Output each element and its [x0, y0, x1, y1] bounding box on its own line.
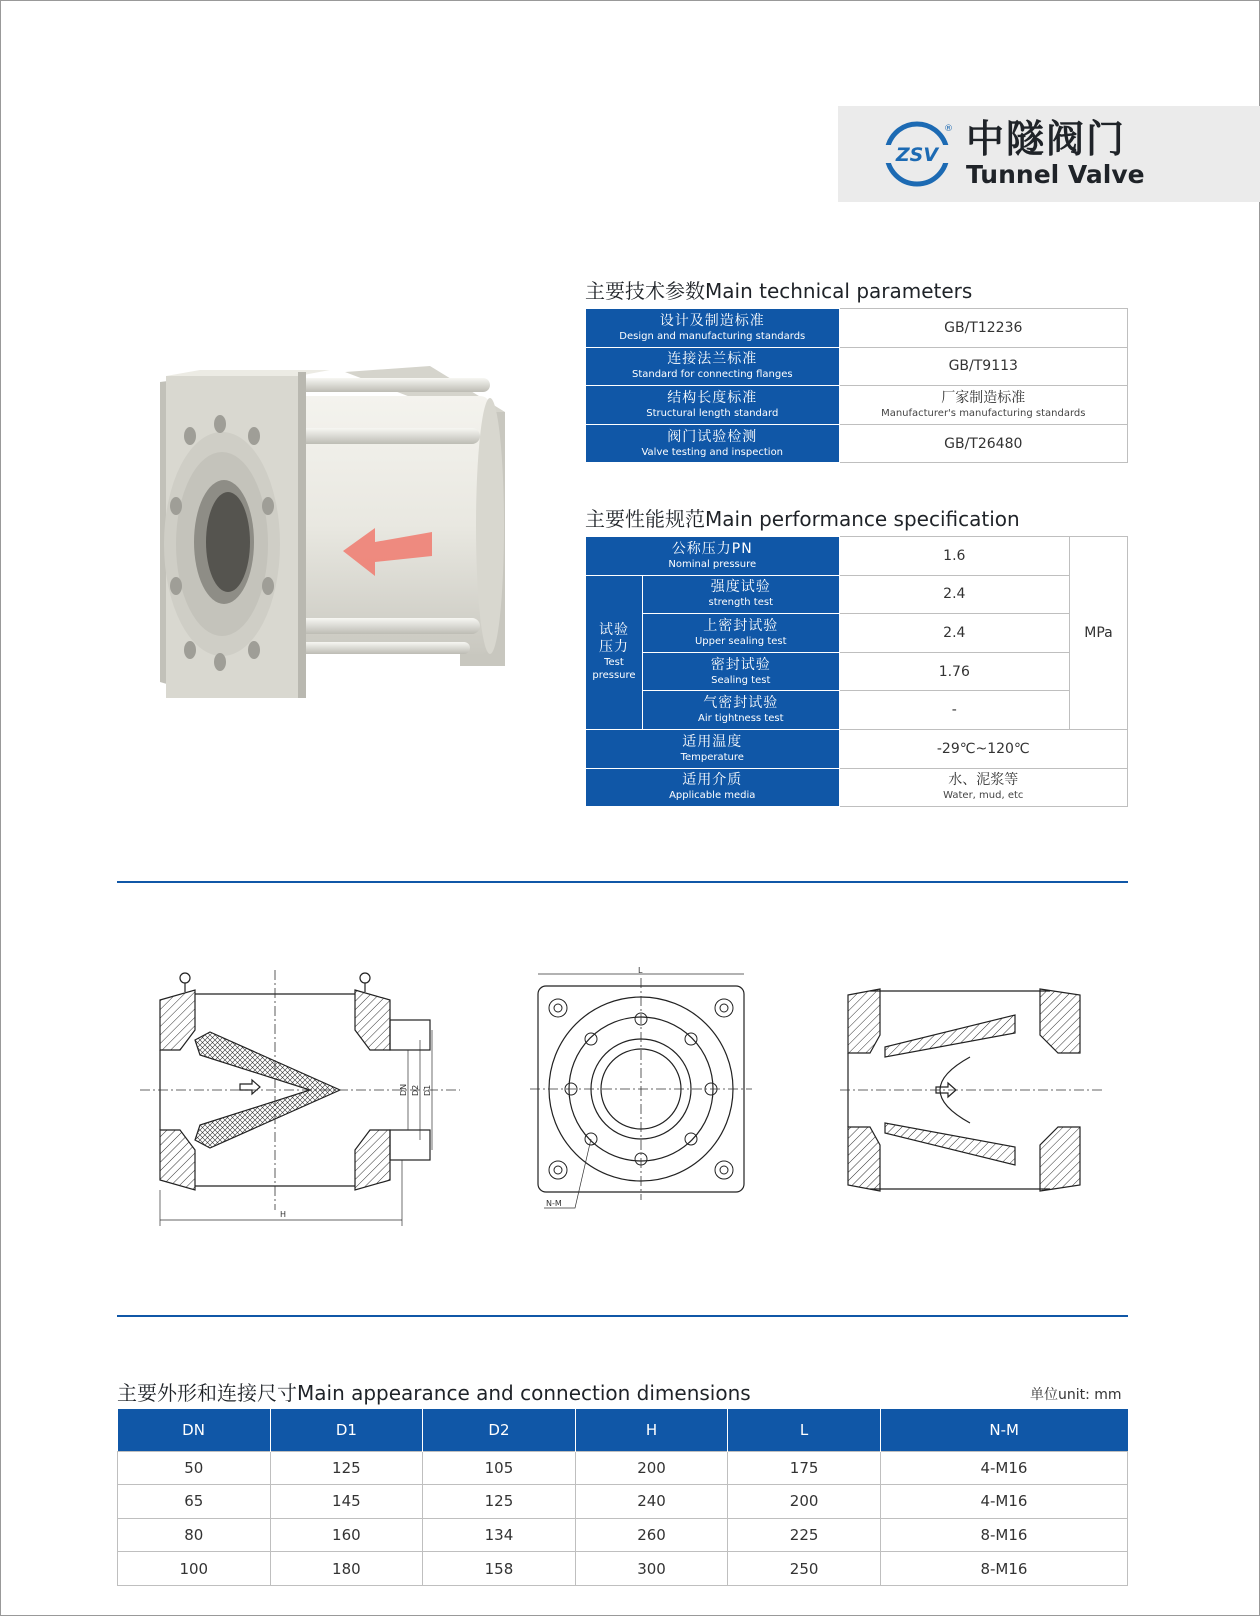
- svg-text:DN: DN: [399, 1083, 408, 1096]
- tech-title: 主要技术参数Main technical parameters: [585, 279, 973, 303]
- table-row: 100 180 158 300 250 8-M16: [118, 1552, 1128, 1586]
- valve-front-drawing: [530, 968, 770, 1220]
- tech-table: [585, 308, 1128, 463]
- svg-text:D2: D2: [411, 1084, 420, 1096]
- svg-text:L: L: [638, 966, 643, 975]
- table-row: 结构长度标准 Structural length standard 厂家制造标准 Manufacturer's manufacturing standards: [586, 386, 1128, 425]
- valve-product-image: [160, 366, 520, 732]
- dims-table: [117, 1409, 1128, 1586]
- table-row: 上密封试验 Upper sealing test 2.4: [586, 614, 1128, 653]
- table-row: 80 160 134 260 225 8-M16: [118, 1518, 1128, 1552]
- dims-unit: 单位unit: mm: [1030, 1387, 1122, 1403]
- table-header-row: DN D1 D2 H L N-M: [118, 1409, 1128, 1451]
- table-row: 试验 压力 Test pressure 强度试验 strength test 2.4: [586, 575, 1128, 614]
- svg-text:H: H: [280, 1210, 287, 1219]
- table-row: 公称压力PN Nominal pressure 1.6 MPa: [586, 537, 1128, 576]
- table-row: 50 125 105 200 175 4-M16: [118, 1451, 1128, 1485]
- table-row: 适用温度 Temperature -29℃~120℃: [586, 729, 1128, 768]
- section-divider: [117, 1315, 1128, 1317]
- valve-section-drawing-alt: [840, 985, 1110, 1195]
- brand-banner: [838, 106, 1260, 202]
- brand-name-cn: 中隧阀门: [966, 117, 1127, 161]
- table-row: 阀门试验检测 Valve testing and inspection GB/T26480: [586, 424, 1128, 463]
- svg-text:D1: D1: [423, 1084, 432, 1096]
- perf-table: [585, 536, 1128, 807]
- svg-text:®: ®: [944, 124, 953, 134]
- zsv-logo-icon: [882, 119, 952, 189]
- valve-section-drawing: [140, 970, 460, 1230]
- section-divider: [117, 881, 1128, 883]
- table-row: 设计及制造标准 Design and manufacturing standards GB/T12236: [586, 309, 1128, 348]
- perf-title: 主要性能规范Main performance specification: [585, 507, 1020, 531]
- dims-title: 主要外形和连接尺寸Main appearance and connection dimensions: [117, 1381, 751, 1405]
- brand-name-en: Tunnel Valve: [966, 160, 1145, 189]
- svg-text:ZSV: ZSV: [895, 144, 939, 166]
- table-row: 密封试验 Sealing test 1.76: [586, 652, 1128, 691]
- table-row: 气密封试验 Air tightness test -: [586, 691, 1128, 730]
- table-row: 连接法兰标准 Standard for connecting flanges GB/T9113: [586, 347, 1128, 386]
- svg-text:N-M: N-M: [546, 1199, 562, 1208]
- table-row: 适用介质 Applicable media 水、泥浆等 Water, mud, etc: [586, 768, 1128, 807]
- table-row: 65 145 125 240 200 4-M16: [118, 1485, 1128, 1519]
